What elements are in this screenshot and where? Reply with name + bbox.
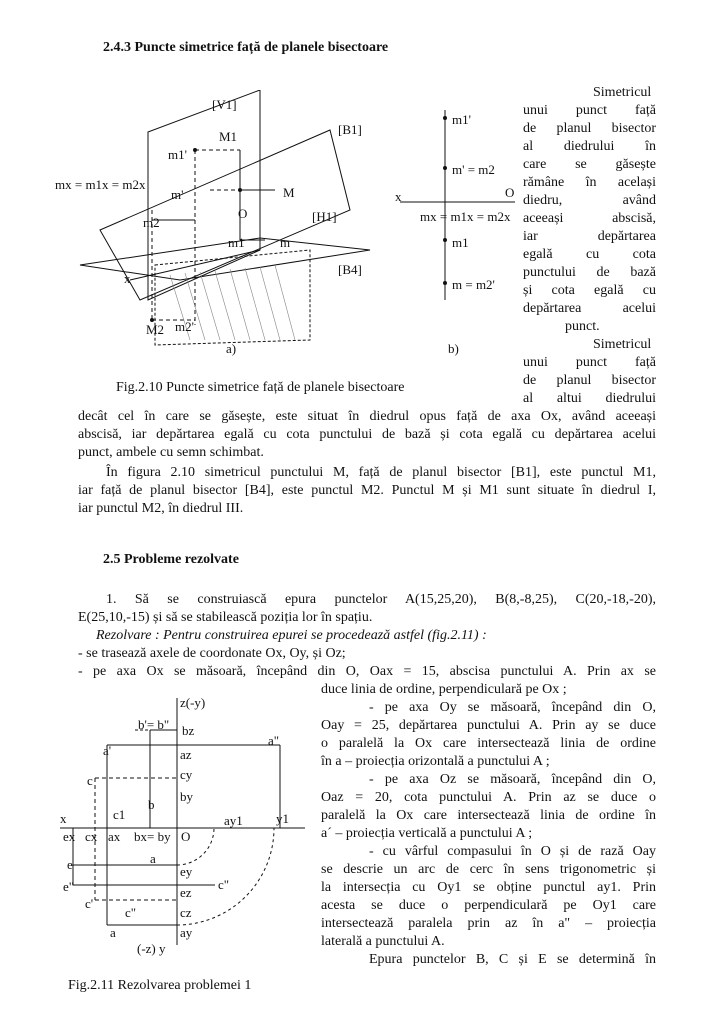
f211-label: az — [180, 747, 192, 762]
right-column-line: Oay = 25, depărtarea punctului A. Prin ay se duce — [321, 718, 656, 733]
label-x: x — [124, 271, 131, 286]
right-column-line: se descrie un arc de cerc în sens trigonometric și — [321, 862, 656, 877]
f211-label: a" — [268, 733, 280, 748]
label-M2: M2 — [146, 322, 165, 337]
f211-label: z(-y) — [180, 695, 206, 710]
r-label-O: O — [505, 185, 515, 200]
f211-label: b'= b" — [138, 717, 170, 732]
r-label-m1: m1 — [452, 235, 469, 250]
right-column-line: - pe axa Oy se măsoară, începând din O, — [369, 700, 656, 715]
f211-label: ay — [180, 925, 193, 940]
plane-v1 — [148, 90, 260, 300]
f211-label: cx — [85, 829, 98, 844]
label-mp: m' — [171, 187, 184, 202]
label-M1: M1 — [219, 129, 238, 144]
side-text-1-line: punct. — [565, 319, 600, 334]
right-column-line: intersectează paralela prin az în a" – proiecția — [321, 916, 656, 931]
side-text-2-line: de planul bisector — [523, 373, 656, 388]
f211-label: ay1 — [224, 813, 243, 828]
right-column-line: la intersecția cu Oy1 se obține punctul ay1. Prin — [321, 880, 656, 895]
f211-label: ez — [180, 885, 192, 900]
paragraph-1-line: abscisă, iar depărtarea egală cu cota punctului de bază și cota egală cu depărtarea acelui — [78, 427, 656, 442]
f211-label: cz — [180, 905, 192, 920]
f211-label: b — [148, 797, 155, 812]
f211-label: (-z) y — [137, 941, 166, 956]
rezolvare-line: Rezolvare : Pentru construirea epurei se procedează astfel (fig.2.11) : — [96, 628, 487, 643]
f211-label: e" — [63, 879, 75, 894]
label-m2p: m2' — [175, 319, 194, 334]
f211-label: bz — [182, 723, 195, 738]
f211-label: bx= by — [134, 829, 171, 844]
label-h1: [H1] — [312, 209, 337, 224]
section-25-title: 2.5 Probleme rezolvate — [103, 552, 239, 567]
r-label-m1p: m1' — [452, 112, 471, 127]
r-label-m-m2p: m = m2' — [452, 277, 495, 292]
side-text-1-line: și cota egală cu — [523, 283, 656, 298]
side-text-1-line: unui punct față — [523, 103, 656, 118]
right-column-line: acesta se duce o perpendiculară pe Oy1 care — [321, 898, 656, 913]
side-text-1-line: iar depărtarea — [523, 229, 656, 244]
step-1-line: - se trasează axele de coordonate Ox, Oy, și Oz; — [78, 646, 346, 661]
side-text-2-line: unui punct față — [523, 355, 656, 370]
right-column-line: laterală a punctului A. — [321, 934, 445, 949]
label-m: m — [280, 235, 291, 250]
right-column-line: Epura punctelor B, C și E se determină în — [369, 952, 656, 967]
fig-2-11-caption: Fig.2.11 Rezolvarea problemei 1 — [68, 978, 252, 993]
fig-2-10-caption: Fig.2.10 Puncte simetrice față de planele bisectoare — [116, 380, 405, 395]
side-text-1-line: Simetricul — [593, 85, 652, 100]
side-text-1-line: aceeași abscisă, — [523, 211, 656, 226]
f211-label: a — [110, 925, 116, 940]
side-text-1-line: punctului de bază — [523, 265, 656, 280]
side-text-1-line: rămâne în același — [523, 175, 656, 190]
paragraph-1-line: decât cel în care se găsește, este situat în diedrul opus față de axa Ox, având aceeași — [78, 409, 656, 424]
problem-1-line: E(25,10,-15) și să se stabilească poziția lor în spațiu. — [78, 610, 373, 625]
side-text-2-line: al altui diedrului — [523, 391, 656, 406]
right-column-line: Oaz = 20, cota punctului A. Prin az se duce o — [321, 790, 656, 805]
right-column-line: paralelă la Ox care intersectează linia de ordine în — [321, 808, 656, 823]
right-column-line: duce linia de ordine, perpendiculară pe Ox ; — [321, 682, 567, 697]
step-2-line: - pe axa Ox se măsoară, începând din O, Oax = 15, abscisa punctului A. Prin ax se — [78, 664, 656, 679]
f211-label: cy — [180, 767, 193, 782]
f211-label: y1 — [276, 811, 289, 826]
r-label-mx: mx = m1x = m2x — [420, 209, 511, 224]
f211-label: ax — [108, 829, 121, 844]
side-text-1-line: egală cu cota — [523, 247, 656, 262]
paragraph-2-line: iar punctul M2, în diedrul III. — [78, 501, 244, 516]
section-title: 2.4.3 Puncte simetrice față de planele bisectoare — [103, 40, 389, 55]
side-text-1-line: de planul bisector — [523, 121, 656, 136]
paragraph-2-line: În figura 2.10 simetricul punctului M, față de planul bisector [B1], este punctul M1, — [106, 465, 656, 480]
side-text-1-line: care se găsește — [523, 157, 656, 172]
label-a: a) — [226, 341, 237, 356]
label-b4: [B4] — [338, 262, 362, 277]
r-label-mp-m2: m' = m2 — [452, 162, 495, 177]
label-m1: m1 — [228, 235, 245, 250]
f211-label: O — [181, 829, 191, 844]
f211-label: c — [87, 773, 93, 788]
right-column-line: o paralelă la Ox care intersectează linia de ordine — [321, 736, 656, 751]
label-v1: [V1] — [212, 97, 237, 112]
f211-label: ex — [63, 829, 76, 844]
side-text-1-line: depărtarea acelui — [523, 301, 656, 316]
right-column-line: - cu vârful compasului în O și de rază Oay — [369, 844, 656, 859]
right-column-line: în a – proiecția orizontală a punctului A ; — [321, 754, 550, 769]
paragraph-2-line: iar față de planul bisector [B4], este punctul M2. Punctul M și M1 sunt situate în diedrul I, — [78, 483, 656, 498]
side-text-1-line: al diedrului în — [523, 139, 656, 154]
f211-label: a' — [103, 743, 112, 758]
label-b: b) — [448, 341, 459, 356]
label-mx: mx = m1x = m2x — [55, 177, 146, 192]
label-O: O — [238, 206, 248, 221]
paragraph-1-line: punct, ambele cu semn schimbat. — [78, 445, 264, 460]
right-column-line: - pe axa Oz se măsoară, începând din O, — [369, 772, 656, 787]
f211-label: c1 — [113, 807, 126, 822]
f211-label: c" — [218, 877, 230, 892]
f211-label: c" — [125, 905, 137, 920]
label-m2: m2 — [143, 215, 160, 230]
f211-label: x — [60, 811, 67, 826]
problem-1-line: 1. Să se construiască epura punctelor A(15,25,20), B(8,-8,25), C(20,-18,-20), — [106, 592, 656, 607]
f211-label: by — [180, 789, 193, 804]
f211-label: e — [67, 857, 73, 872]
label-M: M — [283, 185, 295, 200]
f211-label: ey — [180, 864, 193, 879]
label-b1: [B1] — [338, 122, 362, 137]
side-text-2-line: Simetricul — [593, 337, 652, 352]
side-text-1-line: diedru, având — [523, 193, 656, 208]
f211-label: c' — [85, 896, 94, 911]
label-m1p: m1' — [168, 147, 187, 162]
r-label-x: x — [395, 189, 402, 204]
right-column-line: a´ – proiecția verticală a punctului A ; — [321, 826, 533, 841]
f211-label: a — [150, 851, 156, 866]
